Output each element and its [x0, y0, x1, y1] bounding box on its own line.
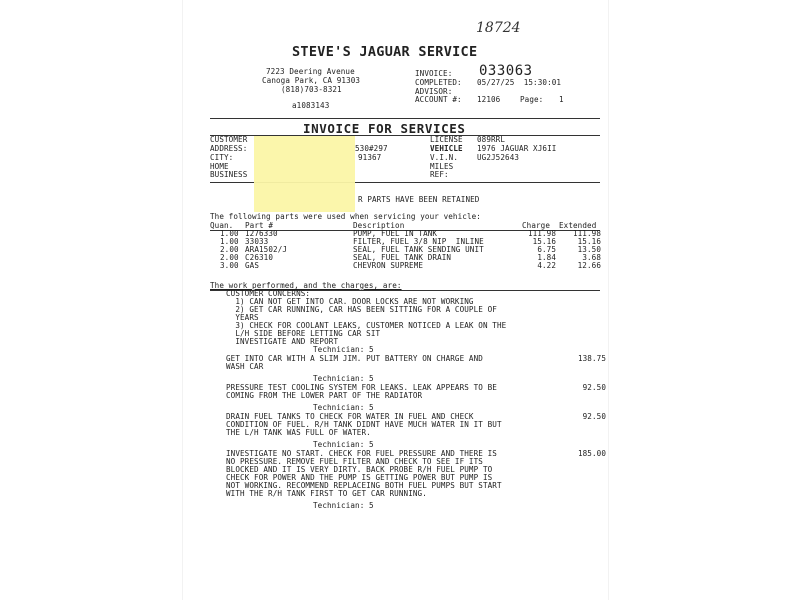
title-rule-top [210, 118, 600, 119]
home-label: HOME [210, 162, 229, 171]
page-value: 1 [559, 95, 564, 104]
work-line: CONDITION OF FUEL. R/H TANK DIDNT HAVE MUCH WATER IN IT BUT [226, 420, 502, 429]
account-label: ACCOUNT #: [415, 95, 462, 104]
work-line: CHECK FOR POWER AND THE PUMP IS GETTING POWER BUT PUMP IS [226, 473, 493, 482]
sticky-note-redaction [254, 136, 355, 212]
vehicle-label: VEHICLE [430, 144, 463, 153]
part-number: C26310 [245, 253, 274, 262]
work-line: THE L/H TANK WAS FULL OF WATER. [226, 428, 371, 437]
work-line: COMING FROM THE LOWER PART OF THE RADIATOR [226, 391, 423, 400]
business-label: BUSINESS [210, 170, 248, 179]
col-qty-header: Quan. [210, 221, 234, 230]
page-label: Page: [520, 95, 544, 104]
technician-label: Technician: 5 [313, 345, 374, 354]
work-line: INVESTIGATE NO START. CHECK FOR FUEL PRESSURE AND THERE IS [226, 449, 497, 458]
part-qty: 1.00 [220, 237, 239, 246]
vin-value: UG2J52643 [477, 153, 520, 162]
part-charge: 15.16 [532, 237, 556, 246]
work-line: NOT WORKING. RECOMMEND REPLACEING BOTH FUEL PUMPS BUT START [226, 481, 502, 490]
shop-city: Canoga Park, CA 91303 [262, 76, 361, 85]
part-charge: 1.84 [537, 253, 556, 262]
technician-label: Technician: 5 [313, 374, 374, 383]
part-description: CHEVRON SUPREME [353, 261, 424, 270]
part-number: 33033 [245, 237, 269, 246]
customer-concern-line: CUSTOMER CONCERNS: [226, 289, 311, 298]
address-tail: 530#297 [355, 144, 388, 153]
work-line: NO PRESSURE. REMOVE FUEL FILTER AND CHECK TO SEE IF ITS [226, 457, 483, 466]
license-label: LICENSE [430, 135, 463, 144]
col-charge-header: Charge [522, 221, 551, 230]
address-label: ADDRESS: [210, 144, 248, 153]
handwritten-number: 18724 [476, 20, 521, 36]
invoice-number: 033063 [479, 63, 533, 79]
col-ext-header: Extended [559, 221, 597, 230]
completed-value: 05/27/25 15:30:01 [477, 78, 562, 87]
work-line: PRESSURE TEST COOLING SYSTEM FOR LEAKS. LEAK APPEARS TO BE [226, 383, 497, 392]
part-charge: 4.22 [537, 261, 556, 270]
parts-intro: The following parts were used when servicing your vehicle: [210, 212, 481, 221]
vin-label: V.I.N. [430, 153, 459, 162]
technician-label: Technician: 5 [313, 403, 374, 412]
col-part-header: Part # [245, 221, 274, 230]
part-qty: 3.00 [220, 261, 239, 270]
work-amount: 185.00 [577, 449, 606, 458]
work-line: GET INTO CAR WITH A SLIM JIM. PUT BATTERY ON CHARGE AND [226, 354, 483, 363]
customer-label: CUSTOMER [210, 135, 248, 144]
part-charge: 111.98 [527, 229, 556, 238]
part-number: 1276330 [245, 229, 278, 238]
part-description: SEAL, FUEL TANK DRAIN [353, 253, 452, 262]
part-description: SEAL, FUEL TANK SENDING UNIT [353, 245, 484, 254]
col-desc-header: Description [353, 221, 405, 230]
shop-phone: (818)703-8321 [281, 85, 342, 94]
part-extended: 3.68 [582, 253, 601, 262]
invoice-title: INVOICE FOR SERVICES [303, 121, 466, 136]
customer-concern-line: INVESTIGATE AND REPORT [226, 337, 339, 346]
customer-concern-line: 2) GET CAR RUNNING, CAR HAS BEEN SITTING FOR A COUPLE OF [226, 305, 497, 314]
part-number: GAS [245, 261, 260, 270]
shop-ref-code: a1083143 [292, 101, 330, 110]
city-label: CITY: [210, 153, 234, 162]
shop-name: STEVE'S JAGUAR SERVICE [292, 44, 478, 60]
work-amount: 92.50 [582, 383, 606, 392]
completed-label: COMPLETED: [415, 78, 462, 87]
customer-concern-line: 1) CAN NOT GET INTO CAR. DOOR LOCKS ARE NOT WORKING [226, 297, 474, 306]
work-amount: 138.75 [577, 354, 606, 363]
vehicle-value: 1976 JAGUAR XJ6II [477, 144, 557, 153]
account-value: 12106 [477, 95, 501, 104]
license-value: 089RRL [477, 135, 506, 144]
work-amount: 92.50 [582, 412, 606, 421]
work-line: WASH CAR [226, 362, 264, 371]
work-line: WITH THE R/H TANK FIRST TO GET CAR RUNNING. [226, 489, 427, 498]
customer-concern-line: L/H SIDE BEFORE LETTING CAR SIT [226, 329, 381, 338]
part-qty: 2.00 [220, 253, 239, 262]
part-number: ARA1502/J [245, 245, 288, 254]
miles-label: MILES [430, 162, 454, 171]
ref-label: REF: [430, 170, 449, 179]
part-extended: 111.98 [572, 229, 601, 238]
city-tail: 91367 [358, 153, 382, 162]
invoice-label: INVOICE: [415, 69, 453, 78]
technician-label: Technician: 5 [313, 440, 374, 449]
part-qty: 2.00 [220, 245, 239, 254]
technician-label: Technician: 5 [313, 501, 374, 510]
part-qty: 1.00 [220, 229, 239, 238]
part-charge: 6.75 [537, 245, 556, 254]
parts-retained-note: R PARTS HAVE BEEN RETAINED [358, 195, 480, 204]
customer-concern-line: YEARS [226, 313, 259, 322]
part-extended: 13.50 [577, 245, 601, 254]
work-line: BLOCKED AND IT IS VERY DIRTY. BACK PROBE R/H FUEL PUMP TO [226, 465, 493, 474]
part-description: PUMP, FUEL IN TANK [353, 229, 438, 238]
advisor-label: ADVISOR: [415, 87, 453, 96]
shop-street: 7223 Deering Avenue [266, 67, 355, 76]
work-line: DRAIN FUEL TANKS TO CHECK FOR WATER IN FUEL AND CHECK [226, 412, 474, 421]
part-extended: 15.16 [577, 237, 601, 246]
work-header: The work performed, and the charges, are: [210, 281, 402, 290]
part-extended: 12.66 [577, 261, 601, 270]
part-description: FILTER, FUEL 3/8 NIP INLINE [353, 237, 484, 246]
customer-concern-line: 3) CHECK FOR COOLANT LEAKS, CUSTOMER NOTICED A LEAK ON THE [226, 321, 507, 330]
